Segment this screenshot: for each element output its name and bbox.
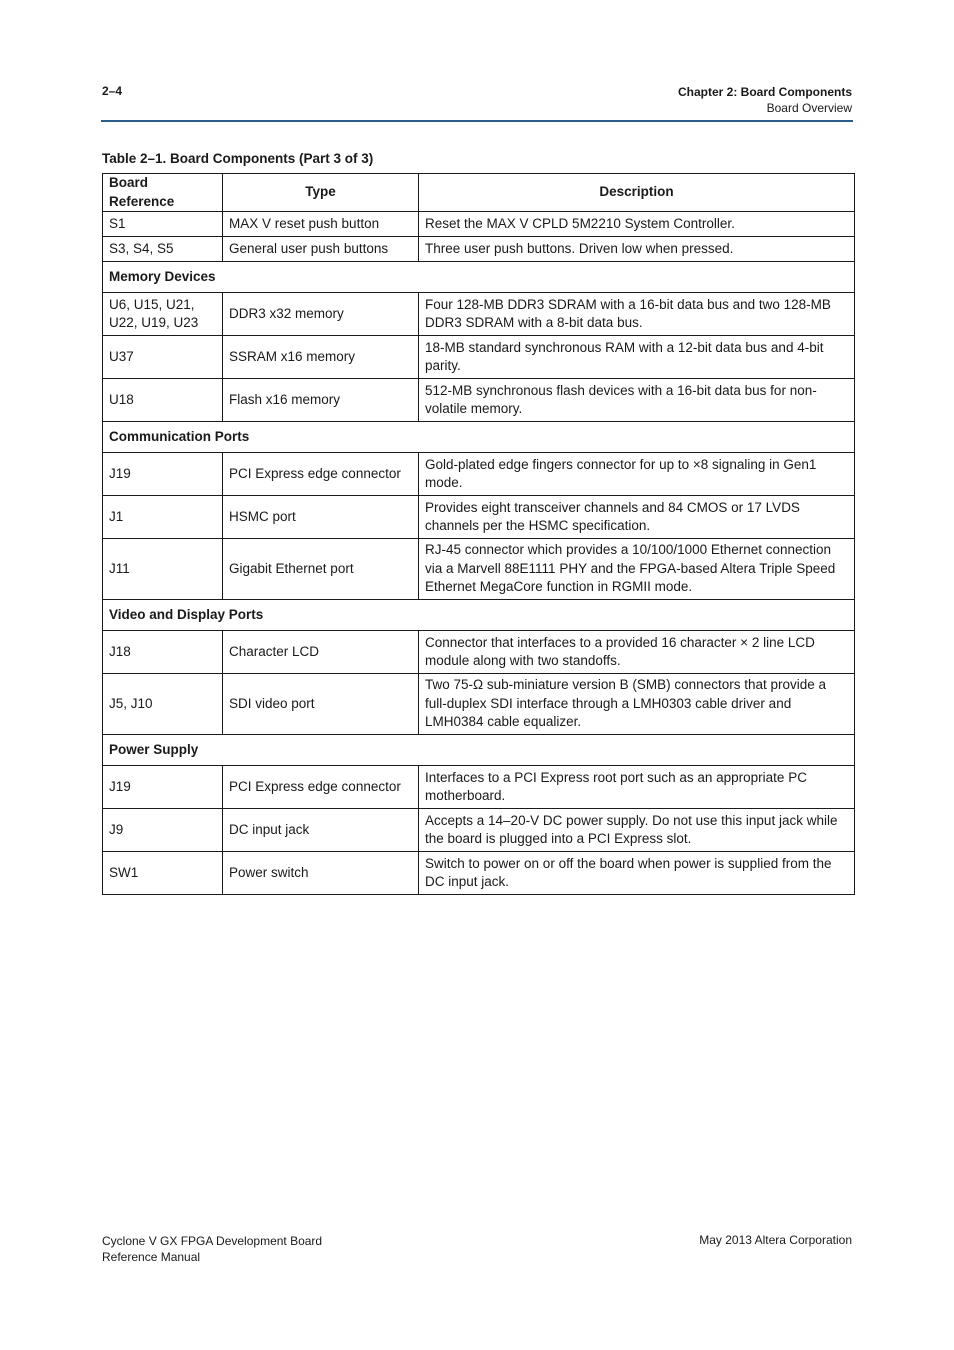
column-header-type: Type <box>223 174 419 212</box>
description-cell: Provides eight transceiver channels and 84 CMOS or 17 LVDS channels per the HSMC specification. <box>419 496 855 539</box>
table-row <box>103 237 855 262</box>
table-row <box>103 631 855 674</box>
footer-date-company: May 2013 Altera Corporation <box>699 1233 852 1247</box>
type-cell: DDR3 x32 memory <box>223 293 419 336</box>
description-cell: 512-MB synchronous flash devices with a 16-bit data bus for non-volatile memory. <box>419 379 855 422</box>
description-cell: Four 128-MB DDR3 SDRAM with a 16-bit data bus and two 128-MB DDR3 SDRAM with a 8-bit data bus. <box>419 293 855 336</box>
table-row <box>103 336 855 379</box>
description-cell: Reset the MAX V CPLD 5M2210 System Controller. <box>419 212 855 237</box>
section-title-cell: Video and Display Ports <box>103 600 855 631</box>
section-row-power-supply <box>103 735 855 766</box>
type-cell: Power switch <box>223 852 419 895</box>
type-cell: Gigabit Ethernet port <box>223 539 419 600</box>
board-reference-cell: S1 <box>103 212 223 237</box>
table-row <box>103 379 855 422</box>
footer-title-line-1: Cyclone V GX FPGA Development Board <box>102 1234 323 1248</box>
board-reference-cell: J18 <box>103 631 223 674</box>
table-row <box>103 766 855 809</box>
type-cell: Flash x16 memory <box>223 379 419 422</box>
column-header-board-reference: Board Reference <box>103 174 223 212</box>
section-title-cell: Memory Devices <box>103 262 855 293</box>
header-rule <box>101 120 853 122</box>
type-cell: HSMC port <box>223 496 419 539</box>
description-cell: Accepts a 14–20-V DC power supply. Do not use this input jack while the board is plugged into a PCI Express slot. <box>419 809 855 852</box>
description-cell: Gold-plated edge fingers connector for up to ×8 signaling in Gen1 mode. <box>419 453 855 496</box>
section-row-memory-devices <box>103 262 855 293</box>
board-reference-cell: SW1 <box>103 852 223 895</box>
page-number: 2–4 <box>102 84 123 98</box>
type-cell: DC input jack <box>223 809 419 852</box>
board-reference-cell: J19 <box>103 453 223 496</box>
description-cell: Three user push buttons. Driven low when pressed. <box>419 237 855 262</box>
chapter-title: Chapter 2: Board Components <box>677 85 852 99</box>
table-row <box>103 674 855 735</box>
type-cell: Character LCD <box>223 631 419 674</box>
running-header <box>678 84 852 116</box>
table-row <box>103 293 855 336</box>
table-row <box>103 809 855 852</box>
type-cell: SSRAM x16 memory <box>223 336 419 379</box>
type-cell: MAX V reset push button <box>223 212 419 237</box>
table-caption: Table 2–1. Board Components (Part 3 of 3) <box>102 151 374 166</box>
board-reference-cell: U18 <box>103 379 223 422</box>
board-components-table <box>102 173 855 895</box>
description-cell: RJ-45 connector which provides a 10/100/1000 Ethernet connection via a Marvell 88E1111 PHY and the FPGA-based Altera Triple Speed Ethernet MegaCore function in RGMII mode. <box>419 539 855 600</box>
description-cell: Two 75-Ω sub-miniature version B (SMB) connectors that provide a full-duplex SDI interface through a LMH0303 cable driver and LMH0384 cable equalizer. <box>419 674 855 735</box>
table-header-row <box>103 174 855 212</box>
type-cell: PCI Express edge connector <box>223 766 419 809</box>
table-row <box>103 496 855 539</box>
description-cell: Switch to power on or off the board when power is supplied from the DC input jack. <box>419 852 855 895</box>
section-title-cell: Communication Ports <box>103 422 855 453</box>
table-row <box>103 852 855 895</box>
board-reference-cell: J5, J10 <box>103 674 223 735</box>
board-reference-cell: U37 <box>103 336 223 379</box>
board-reference-cell: J19 <box>103 766 223 809</box>
table-row <box>103 539 855 600</box>
table-row <box>103 453 855 496</box>
board-reference-cell: J1 <box>103 496 223 539</box>
section-title-cell: Power Supply <box>103 735 855 766</box>
description-cell: Connector that interfaces to a provided 16 character × 2 line LCD module along with two standoffs. <box>419 631 855 674</box>
type-cell: SDI video port <box>223 674 419 735</box>
section-row-video-display-ports <box>103 600 855 631</box>
type-cell: PCI Express edge connector <box>223 453 419 496</box>
board-reference-cell: J9 <box>103 809 223 852</box>
description-cell: 18-MB standard synchronous RAM with a 12-bit data bus and 4-bit parity. <box>419 336 855 379</box>
board-reference-cell: J11 <box>103 539 223 600</box>
section-title: Board Overview <box>766 101 852 115</box>
column-header-description: Description <box>419 174 855 212</box>
type-cell: General user push buttons <box>223 237 419 262</box>
board-reference-cell: U6, U15, U21, U22, U19, U23 <box>103 293 223 336</box>
section-row-communication-ports <box>103 422 855 453</box>
description-cell: Interfaces to a PCI Express root port such as an appropriate PC motherboard. <box>419 766 855 809</box>
footer-title-line-2: Reference Manual <box>102 1250 201 1264</box>
table-row <box>103 212 855 237</box>
footer-document-title <box>102 1233 322 1265</box>
board-reference-cell: S3, S4, S5 <box>103 237 223 262</box>
